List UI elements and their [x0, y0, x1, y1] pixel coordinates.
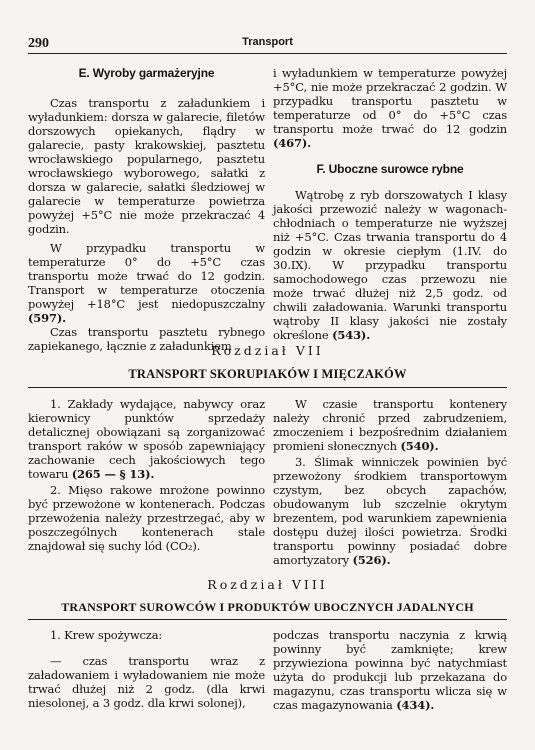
section-f-title: F. Uboczne surowce rybne: [316, 162, 464, 176]
section-f-paragraph: Wątrobę z ryb dorszowatych I klasy jakości przewozić należy w wagonach-chłodniach o temperaturze nie wyższej niż +5°C. Czas trwania transportu do 4 godzin w okresie ciepłym (1.IV. do 30.IX). W przypadku transportu samochodowego czas przewozu nie może trwać dłużej niż 2,5 godz. od chwili załadowania. Warunki transportu wątroby II klasy jakości nie zostały określone (543).: [273, 188, 507, 342]
right-column-top: [273, 66, 507, 342]
section-e-paragraph-3: Czas transportu pasztetu rybnego zapiekanego, łącznie z załadunkiem: [28, 325, 265, 353]
running-head: [28, 36, 507, 52]
chapter-7-rule: [28, 387, 507, 388]
left-column-top: [28, 66, 265, 353]
section-e-paragraph-2: W przypadku transportu w temperaturze 0° do +5°C czas transportu może trwać do 12 godzin. Transport w temperaturze otoczenia powyżej +18°C jest niedopuszczalny (597).: [28, 241, 265, 325]
chapter-7-right-column: [273, 397, 507, 567]
chapter-7-title: TRANSPORT SKORUPIAKÓW I MIĘCZAKÓW: [128, 367, 407, 381]
reference-543: (543).: [332, 328, 371, 342]
chapter-8-left-column: [28, 628, 265, 710]
chapter-7-item-1: 1. Zakłady wydające, nabywcy oraz kierownicy punktów sprzedaży detalicznej obowiązani są zorganizować transport raków w sposób zapewniający zachowanie cech jakościowych tego towaru (265 — § 13).: [28, 397, 265, 481]
chapter-8-blood-handling: podczas transportu naczynia z krwią powinny być zamknięte; krew przywieziona powinna być natychmiast użyta do produkcji lub przekazana do magazynu, czas transportu wlicza się w czas magazynowania (434).: [273, 628, 507, 712]
chapter-8-item-1: 1. Krew spożywcza:: [50, 628, 163, 642]
reference-540: (540).: [400, 439, 439, 453]
chapter-7-left-column: [28, 397, 265, 553]
chapter-7-label: Rozdział VII: [211, 343, 324, 358]
chapter-8-blood-time: — czas transportu wraz z załadowaniem i wyładowaniem nie może trwać dłużej niż 2 godz. (dla krwi niesolonej, a 3 godz. dla krwi solonej),: [28, 654, 265, 710]
reference-597: (597).: [28, 311, 66, 325]
chapter-8-right-column: [273, 628, 507, 712]
chapter-8-rule: [28, 619, 507, 620]
chapter-8-label: Rozdział VIII: [207, 577, 328, 592]
reference-434: (434).: [396, 698, 435, 712]
page-number: 290: [28, 36, 49, 51]
section-e-continuation: i wyładunkiem w temperaturze powyżej +5°C, nie może przekraczać 2 godzin. W przypadku transportu pasztetu w temperaturze od 0° do +5°C czas transportu może trwać do 12 godzin (467).: [273, 66, 507, 150]
chapter-8-title: TRANSPORT SUROWCÓW I PRODUKTÓW UBOCZNYCH JADALNYCH: [61, 600, 474, 614]
section-e-paragraph-1: Czas transportu z załadunkiem i wyładunkiem: dorsza w galarecie, filetów dorszowych opiekanych, flądry w galarecie, pasty krakowskiej, pasztetu wrocławskiego popularnego, pasztetu wrocławskiego wyborowego, sałatki z dorsza w galarecie, sałatki śledziowej w galarecie w temperaturze powietrza powyżej +5°C nie może przekraczać 4 godzin.: [28, 96, 265, 236]
chapter-7-container-note: W czasie transportu kontenery należy chronić przed zabrudzeniem, zmoczeniem i bezpośrednim działaniem promieni słonecznych (540).: [273, 397, 507, 453]
section-e-title: E. Wyroby garmażeryjne: [78, 66, 215, 80]
reference-467: (467).: [273, 136, 311, 150]
reference-526: (526).: [352, 553, 391, 567]
header-rule: [28, 53, 507, 54]
reference-265: (265 — § 13).: [71, 467, 155, 481]
chapter-7-item-2: 2. Mięso rakowe mrożone powinno być przewożone w kontenerach. Podczas przewożenia należy przestrzegać, aby w poszczególnych kontenerach stale znajdował się suchy lód (CO₂).: [28, 483, 265, 553]
running-title: Transport: [242, 36, 293, 48]
chapter-7-item-3: 3. Ślimak winniczek powinien być przewożony środkiem transportowym czystym, bez obcych zapachów, obudowanym lub szczelnie okrytym brezentem, pod warunkiem zapewnienia dostępu dużej ilości powietrza. Środki transportu powinny posiadać dobre amortyzatory (526).: [273, 455, 507, 567]
